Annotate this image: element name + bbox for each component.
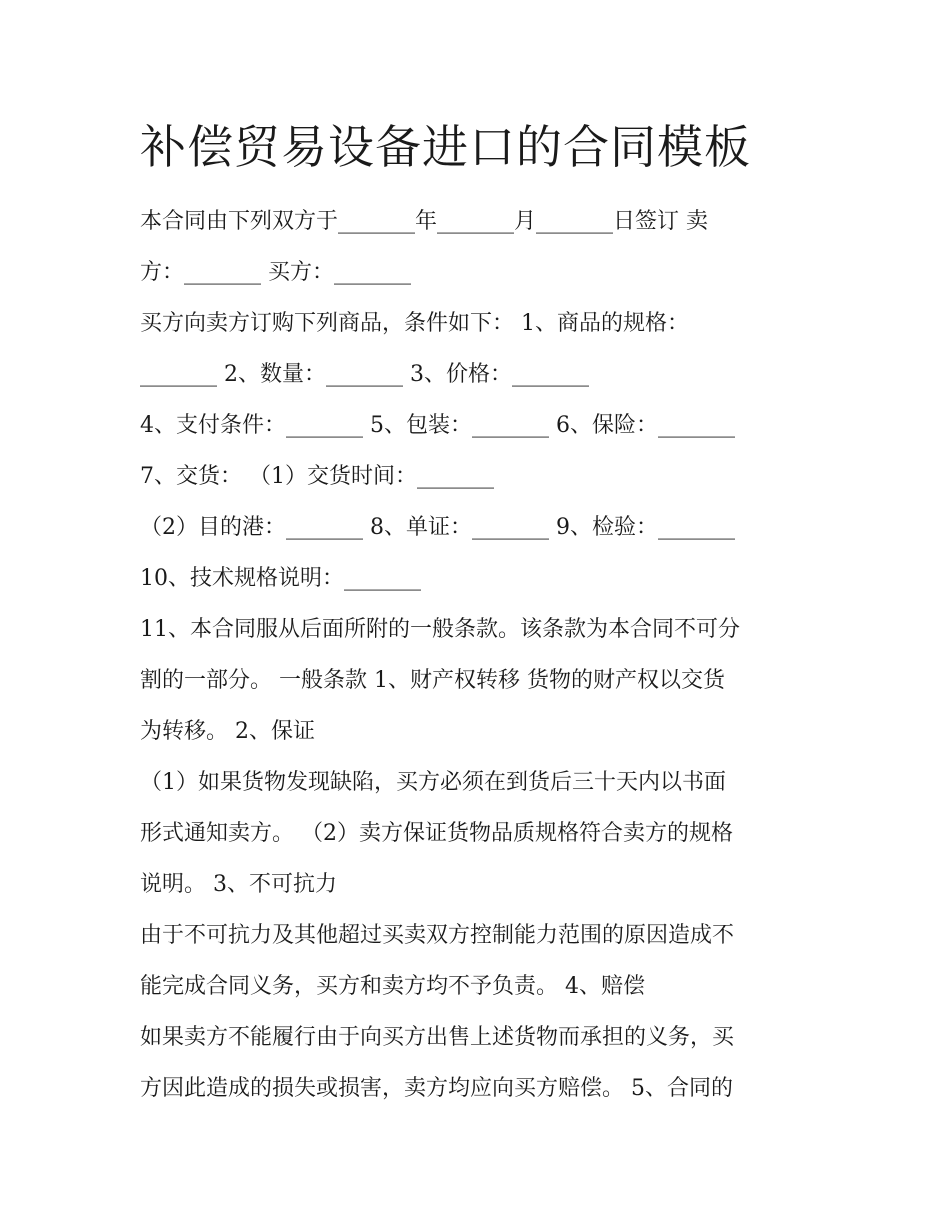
text-line-parties: 方：_______ 买方：_______ bbox=[140, 260, 411, 285]
text-line-obligation: 如果卖方不能履行由于向买方出售上述货物而承担的义务，买 bbox=[140, 1025, 735, 1050]
text-line-quantity-price: _______ 2、数量：_______ 3、价格：_______ bbox=[140, 362, 589, 387]
text-line-notice: 形式通知卖方。 （2）卖方保证货物品质规格符合卖方的规格 bbox=[140, 821, 733, 846]
text-line-general-terms: 割的一部分。 一般条款 1、财产权转移 货物的财产权以交货 bbox=[140, 668, 725, 693]
text-line-damages: 方因此造成的损失或损害，卖方均应向买方赔偿。 5、合同的 bbox=[140, 1076, 733, 1101]
text-line-force-majeure: 说明。 3、不可抗力 bbox=[140, 872, 337, 897]
text-line-intro: 本合同由下列双方于_______年_______月_______日签订 卖 bbox=[140, 209, 708, 234]
document-title: 补偿贸易设备进口的合同模板 bbox=[140, 120, 751, 174]
text-line-port: （2）目的港：_______ 8、单证：_______ 9、检验：_______ bbox=[140, 515, 735, 540]
document-body bbox=[140, 196, 830, 1114]
text-line-warranty: 为转移。 2、保证 bbox=[140, 719, 315, 744]
text-line-force-majeure-desc: 由于不可抗力及其他超过买卖双方控制能力范围的原因造成不 bbox=[140, 923, 735, 948]
text-line-spec: 10、技术规格说明：_______ bbox=[140, 566, 421, 591]
text-line-clause-11: 11、本合同服从后面所附的一般条款。该条款为本合同不可分 bbox=[140, 617, 740, 642]
text-line-delivery: 7、交货： （1）交货时间：_______ bbox=[140, 464, 494, 489]
text-line-payment: 4、支付条件：_______ 5、包装：_______ 6、保险：_______ bbox=[140, 413, 735, 438]
text-line-order: 买方向卖方订购下列商品，条件如下： 1、商品的规格： bbox=[140, 311, 689, 336]
text-line-defect: （1）如果货物发现缺陷，买方必须在到货后三十天内以书面 bbox=[140, 770, 726, 795]
text-line-compensation: 能完成合同义务，买方和卖方均不予负责。 4、赔偿 bbox=[140, 974, 645, 999]
